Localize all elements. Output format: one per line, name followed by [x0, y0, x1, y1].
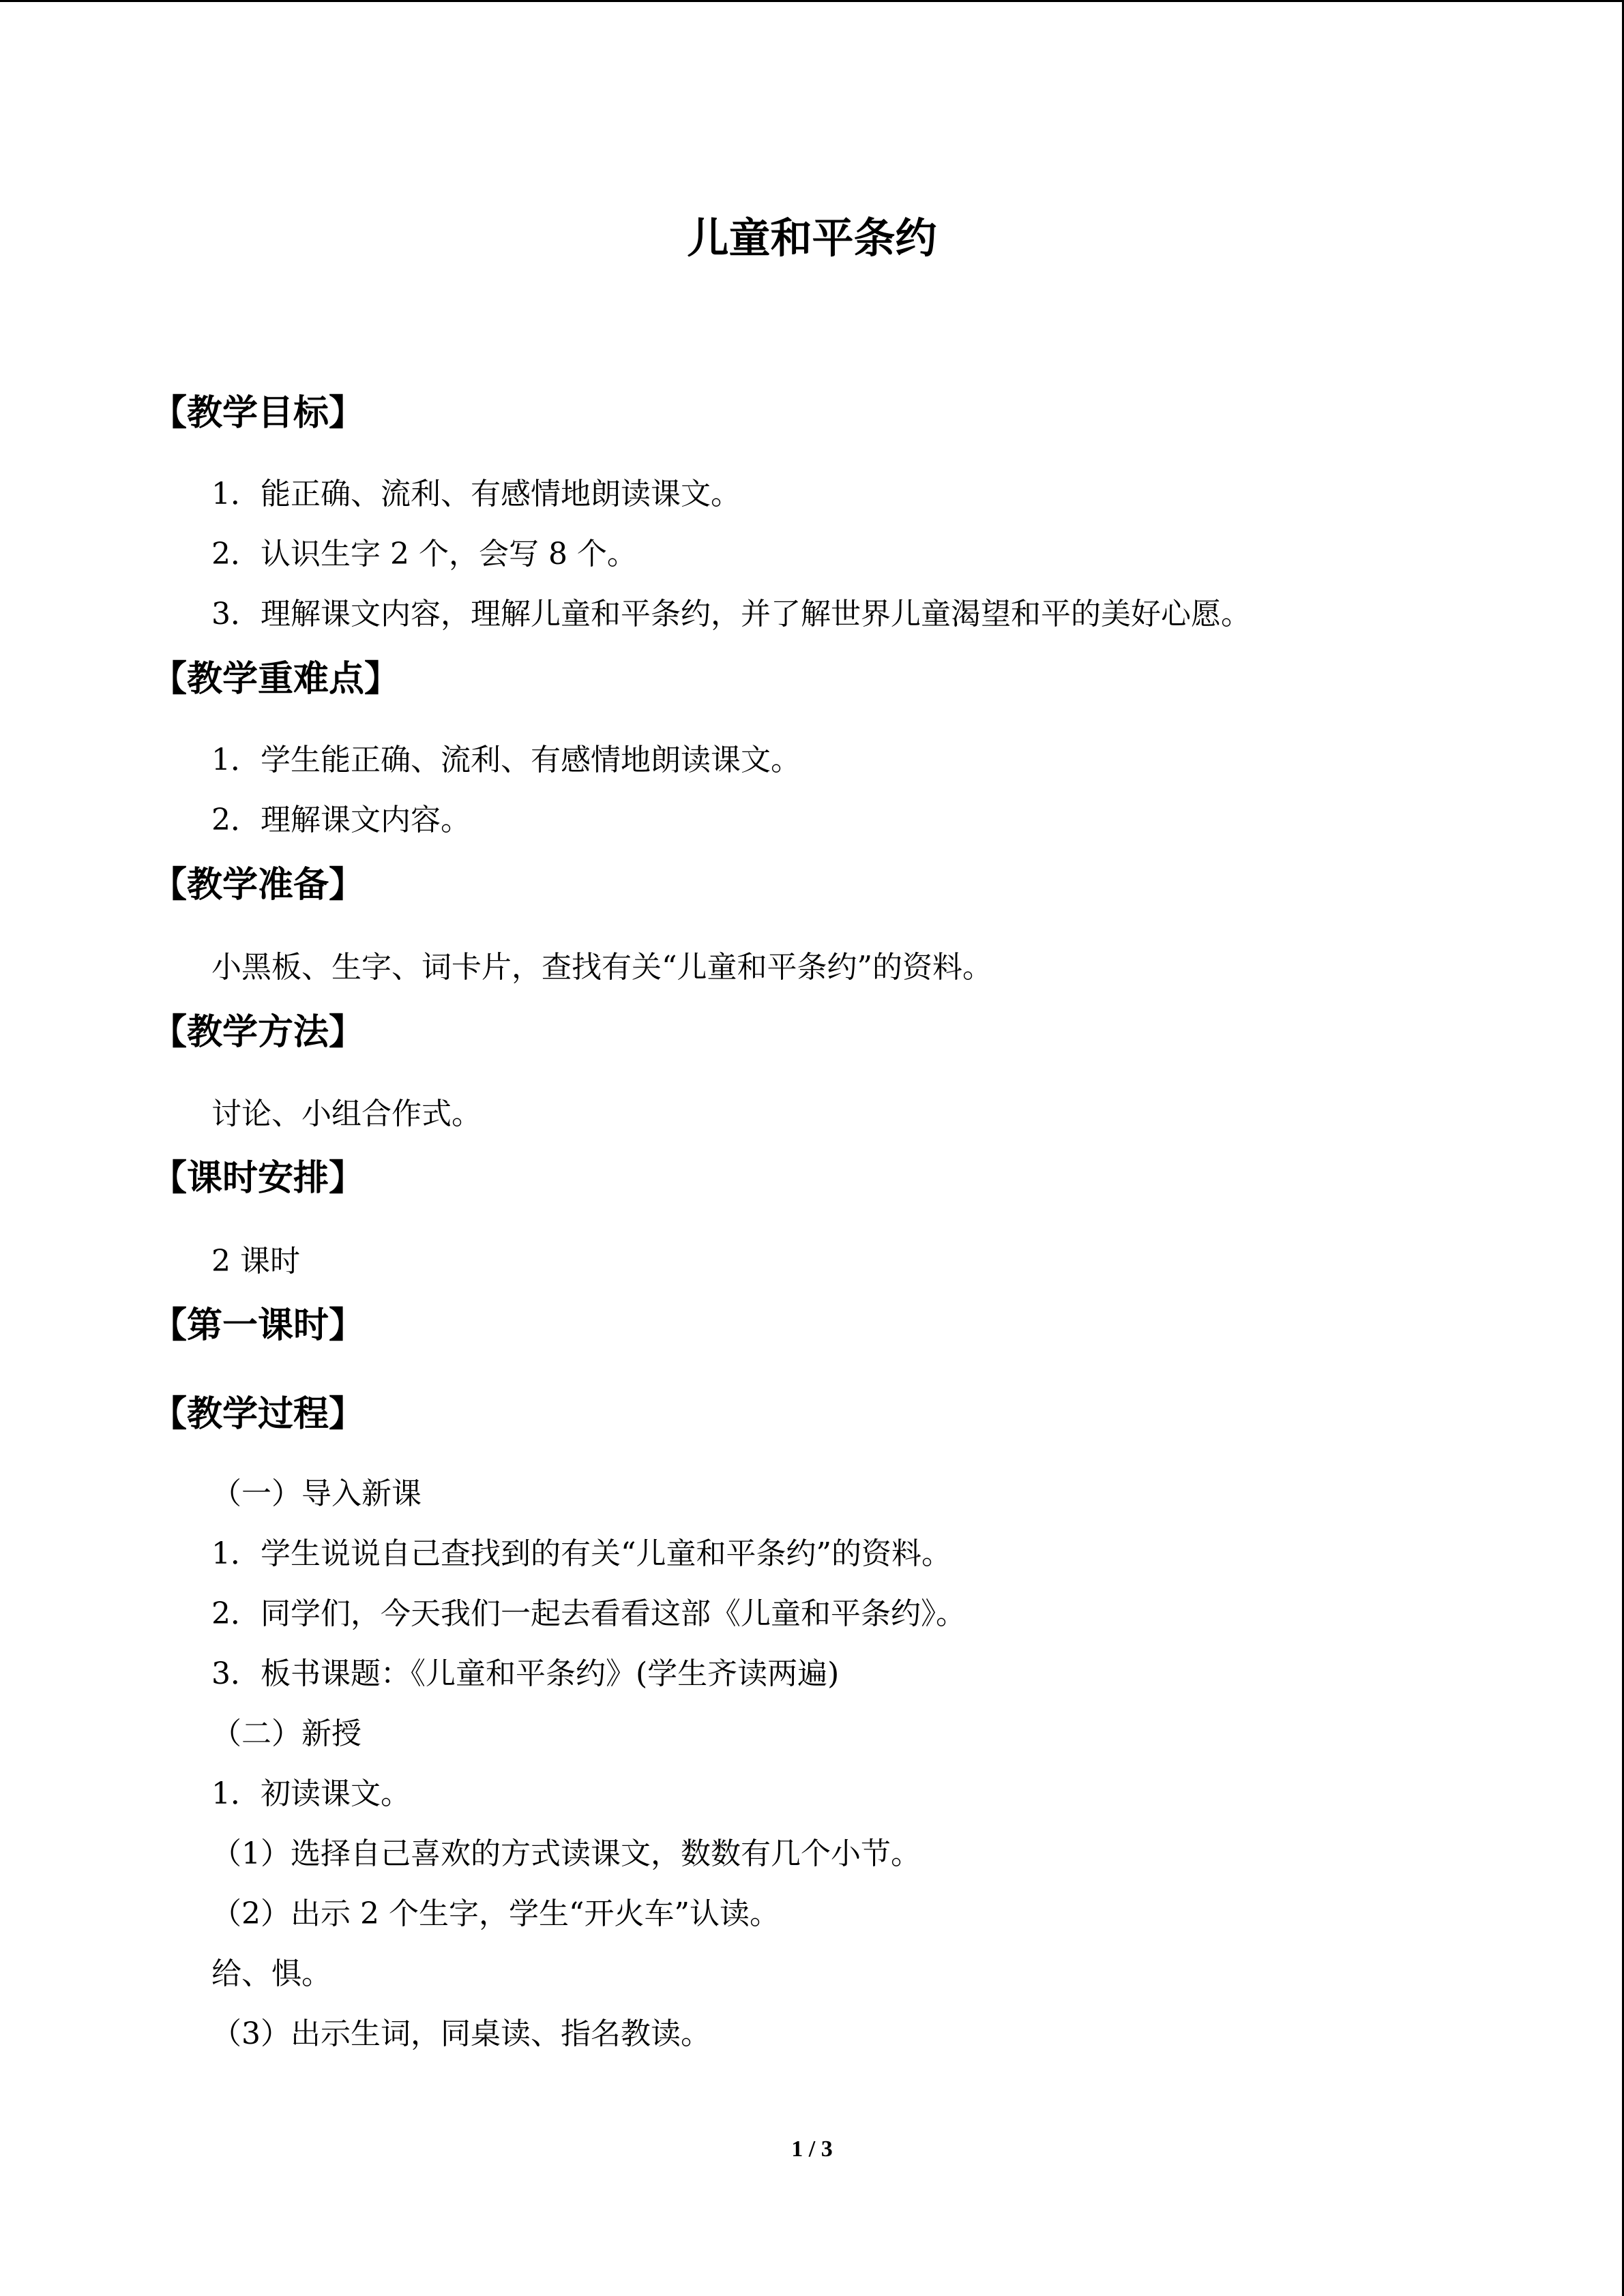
- page-number: 1 / 3: [791, 2136, 833, 2162]
- process-line-7: （1）选择自己喜欢的方式读课文，数数有几个小节。: [211, 1836, 921, 1871]
- process-line-10: （3）出示生词，同桌读、指名教读。: [211, 2016, 711, 2051]
- process-line-1: （一）导入新课: [211, 1476, 422, 1511]
- keypoint-item-2: 2．理解课文内容。: [211, 803, 471, 837]
- process-line-9: 给、惧。: [211, 1956, 331, 1991]
- goal-item-1: 1．能正确、流利、有感情地朗读课文。: [211, 477, 741, 511]
- process-line-6: 1．初读课文。: [211, 1776, 411, 1811]
- heading-schedule: 【课时安排】: [151, 1158, 365, 1199]
- keypoint-item-1: 1．学生能正确、流利、有感情地朗读课文。: [211, 743, 801, 777]
- goal-item-3: 3．理解课文内容，理解儿童和平条约，并了解世界儿童渴望和平的美好心愿。: [211, 597, 1251, 631]
- heading-preparation: 【教学准备】: [151, 865, 365, 906]
- process-line-2: 1．学生说说自己查找到的有关“儿童和平条约”的资料。: [211, 1536, 951, 1571]
- heading-first-lesson: 【第一课时】: [151, 1305, 365, 1346]
- process-line-4: 3．板书课题：《儿童和平条约》(学生齐读两遍): [211, 1656, 840, 1691]
- schedule-text: 2 课时: [211, 1244, 300, 1279]
- heading-teaching-process: 【教学过程】: [151, 1394, 365, 1435]
- process-line-5: （二）新授: [211, 1716, 361, 1751]
- heading-methods: 【教学方法】: [151, 1012, 365, 1053]
- page-border-top: [0, 0, 1624, 2]
- process-line-8: （2）出示 2 个生字，学生“开火车”认读。: [211, 1896, 780, 1931]
- methods-text: 讨论、小组合作式。: [211, 1097, 482, 1131]
- preparation-text: 小黑板、生字、词卡片，查找有关“儿童和平条约”的资料。: [211, 950, 992, 985]
- heading-key-points: 【教学重难点】: [151, 659, 400, 700]
- process-line-3: 2．同学们，今天我们一起去看看这部《儿童和平条约》。: [211, 1596, 966, 1631]
- heading-teaching-goals: 【教学目标】: [151, 393, 365, 434]
- goal-item-2: 2．认识生字 2 个，会写 8 个。: [211, 537, 637, 571]
- document-title: 儿童和平条约: [687, 214, 937, 263]
